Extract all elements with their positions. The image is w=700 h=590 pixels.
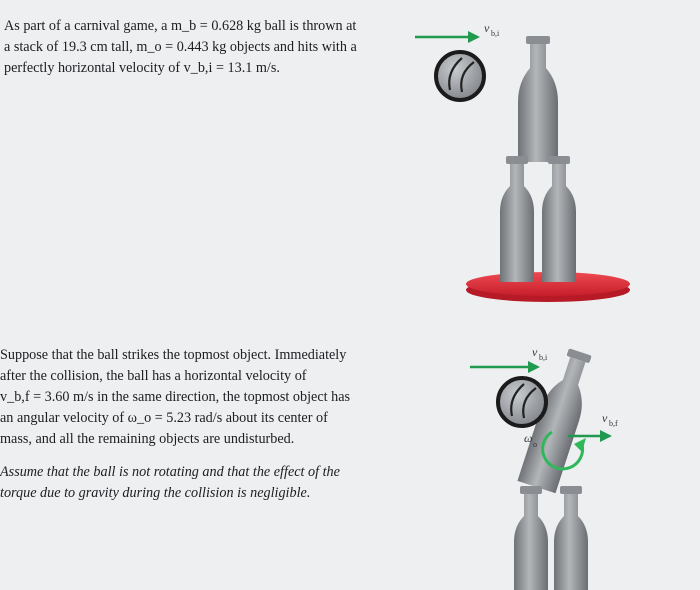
bottom-left-object [500, 156, 534, 282]
intro-line-2: a stack of 19.3 cm tall, m_o = 0.443 kg objects and hits with a [4, 39, 357, 55]
velocity-arrow-initial [415, 31, 480, 43]
intro-paragraph [4, 16, 357, 79]
velocity-arrow-incoming [470, 361, 540, 373]
ball-after [498, 378, 546, 426]
omega-sub: o [533, 440, 537, 449]
assumption-paragraph [0, 462, 340, 504]
ball [436, 52, 484, 100]
lower-right-object [554, 486, 588, 590]
assumption-line-2: torque due to gravity during the collision is negligible. [0, 485, 311, 501]
collision-line-5: mass, and all the remaining objects are undisturbed. [0, 431, 295, 447]
collision-line-1: Suppose that the ball strikes the topmost object. Immediately [0, 347, 347, 363]
velocity-sub-initial: b,i [491, 29, 500, 38]
velocity-label-final: v [602, 411, 608, 425]
lower-left-object [514, 486, 548, 590]
velocity-sub-incoming: b,i [539, 353, 548, 362]
intro-line-1: As part of a carnival game, a m_b = 0.628 kg ball is thrown at [4, 18, 357, 34]
omega-label: ω [524, 431, 533, 445]
velocity-label-initial: v [484, 21, 490, 35]
figure-after-collision [440, 340, 670, 590]
bottom-right-object [542, 156, 576, 282]
intro-line-3: perfectly horizontal velocity of v_b,i = 13.1 m/s. [4, 60, 280, 76]
top-object [518, 36, 558, 162]
assumption-line-1: Assume that the ball is not rotating and that the effect of the [0, 464, 340, 480]
collision-line-2: after the collision, the ball has a horizontal velocity of [0, 368, 307, 384]
collision-line-3: v_b,f = 3.60 m/s in the same direction, the topmost object has [0, 389, 351, 405]
collision-paragraph [0, 345, 350, 450]
velocity-sub-final: b,f [609, 419, 618, 428]
figure-before-collision [400, 10, 660, 310]
collision-line-4: an angular velocity of ω_o = 5.23 rad/s about its center of [0, 410, 328, 426]
velocity-label-incoming: v [532, 345, 538, 359]
